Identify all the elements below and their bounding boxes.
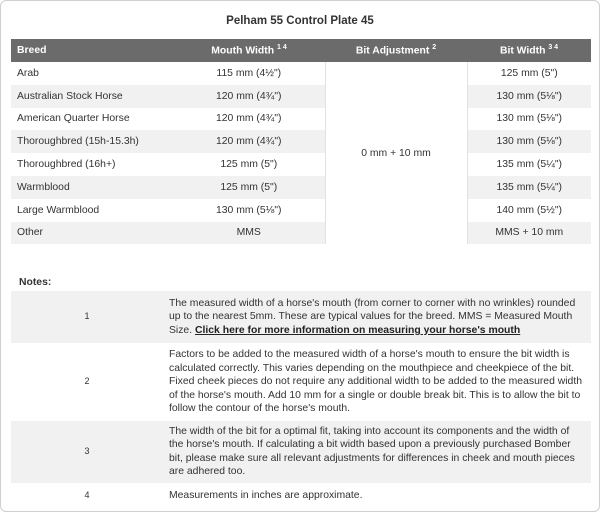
note-row bbox=[11, 291, 591, 343]
note-number: 4 bbox=[84, 489, 90, 500]
breed-cell: Australian Stock Horse bbox=[11, 85, 173, 108]
table-row bbox=[11, 62, 591, 85]
note-text: Measurements in inches are approximate. bbox=[169, 489, 363, 501]
bit-width-cell: 140 mm (5½") bbox=[496, 204, 562, 216]
mouth-width-cell: 125 mm (5") bbox=[173, 176, 325, 199]
note-text: The measured width of a horse's mouth (from corner to corner with no wrinkles) rounded up to the nearest 5mm. These are typical values for the breed. MMS = Measured Mouth Size. Click here for more information on measuring your horse's mouth bbox=[163, 291, 591, 343]
bit-width-cell: MMS + 10 mm bbox=[467, 222, 591, 245]
breed-cell: Warmblood bbox=[11, 176, 173, 199]
header-bit-width: Bit Width $^{3 4}$ bbox=[467, 39, 591, 62]
bit-width-cell: 130 mm (5⅛") bbox=[496, 113, 562, 125]
mouth-width-cell: MMS bbox=[173, 222, 325, 245]
header-bit-width-sup: 3 4 bbox=[548, 44, 559, 52]
breed-cell: Thoroughbred (16h+) bbox=[17, 159, 116, 171]
mouth-width-cell: 115 mm (4½") bbox=[216, 67, 282, 79]
note-row bbox=[11, 343, 591, 421]
note-text: Factors to be added to the measured width of a horse's mouth to ensure the bit width is calculated correctly. This varies depending on the mouthpiece and cheekpiece of the bit. Fixed cheek pieces do not require any additional width to be added to the measured width of the horse's mouth. Add 10 mm for a single or double break bit. This is to allow the bit to follow the contour of the horse's mouth. bbox=[169, 349, 583, 415]
breed-cell: Large Warmblood bbox=[17, 204, 100, 216]
notes-table bbox=[11, 291, 591, 509]
bit-width-cell: 130 mm (5⅛") bbox=[467, 130, 591, 153]
table-row bbox=[11, 199, 591, 222]
bit-width-cell: 125 mm (5") bbox=[500, 67, 558, 79]
note-number: 1 bbox=[11, 291, 163, 343]
mouth-width-cell: 120 mm (4¾") bbox=[173, 85, 325, 108]
bit-width-cell: 135 mm (5¼") bbox=[467, 176, 591, 199]
mouth-width-cell: 130 mm (5⅛") bbox=[216, 204, 282, 216]
mouth-width-cell: 125 mm (5") bbox=[220, 159, 278, 171]
header-bit-adjustment-sup: 2 bbox=[432, 44, 437, 52]
mouth-width-cell: 120 mm (4¾") bbox=[216, 113, 282, 125]
note-number: 2 bbox=[84, 376, 90, 387]
header-breed: Breed bbox=[11, 39, 173, 62]
table-row bbox=[11, 176, 591, 199]
breed-cell: Thoroughbred (15h-15.3h) bbox=[11, 130, 173, 153]
measuring-mouth-link[interactable]: Click here for more information on measuring your horse's mouth bbox=[195, 324, 521, 336]
mouth-width-cell: 120 mm (4¾") bbox=[173, 130, 325, 153]
header-mouth-width-sup: 1 4 bbox=[276, 44, 287, 52]
table-row bbox=[11, 130, 591, 153]
breed-cell: Arab bbox=[17, 67, 39, 79]
note-row bbox=[11, 421, 591, 483]
header-row bbox=[11, 39, 591, 62]
note-text: The width of the bit for a optimal fit, taking into account its components and the width of the horse's mouth. If calculating a bit width based upon a previously purchased Bomber bit, please make sure all relevant adjustments for differences in cheek and mouth pieces are adhered too. bbox=[163, 421, 591, 483]
table-row bbox=[11, 85, 591, 108]
bit-width-cell: 130 mm (5⅛") bbox=[467, 85, 591, 108]
table-row bbox=[11, 222, 591, 245]
note-number: 3 bbox=[11, 421, 163, 483]
bit-size-table bbox=[11, 39, 591, 244]
table-row bbox=[11, 108, 591, 131]
header-bit-adjustment: Bit Adjustment $^2$ bbox=[325, 39, 467, 62]
header-mouth-width: Mouth Width $^{1 4}$ bbox=[173, 39, 325, 62]
notes-heading: Notes: bbox=[19, 277, 52, 288]
note-row bbox=[11, 483, 591, 509]
bit-adjustment-cell: 0 mm + 10 mm bbox=[325, 62, 467, 244]
page-title: Pelham 55 Control Plate 45 bbox=[226, 15, 374, 27]
table-row bbox=[11, 153, 591, 176]
breed-cell: American Quarter Horse bbox=[17, 113, 130, 125]
breed-cell: Other bbox=[11, 222, 173, 245]
bit-width-cell: 135 mm (5¼") bbox=[496, 159, 562, 171]
